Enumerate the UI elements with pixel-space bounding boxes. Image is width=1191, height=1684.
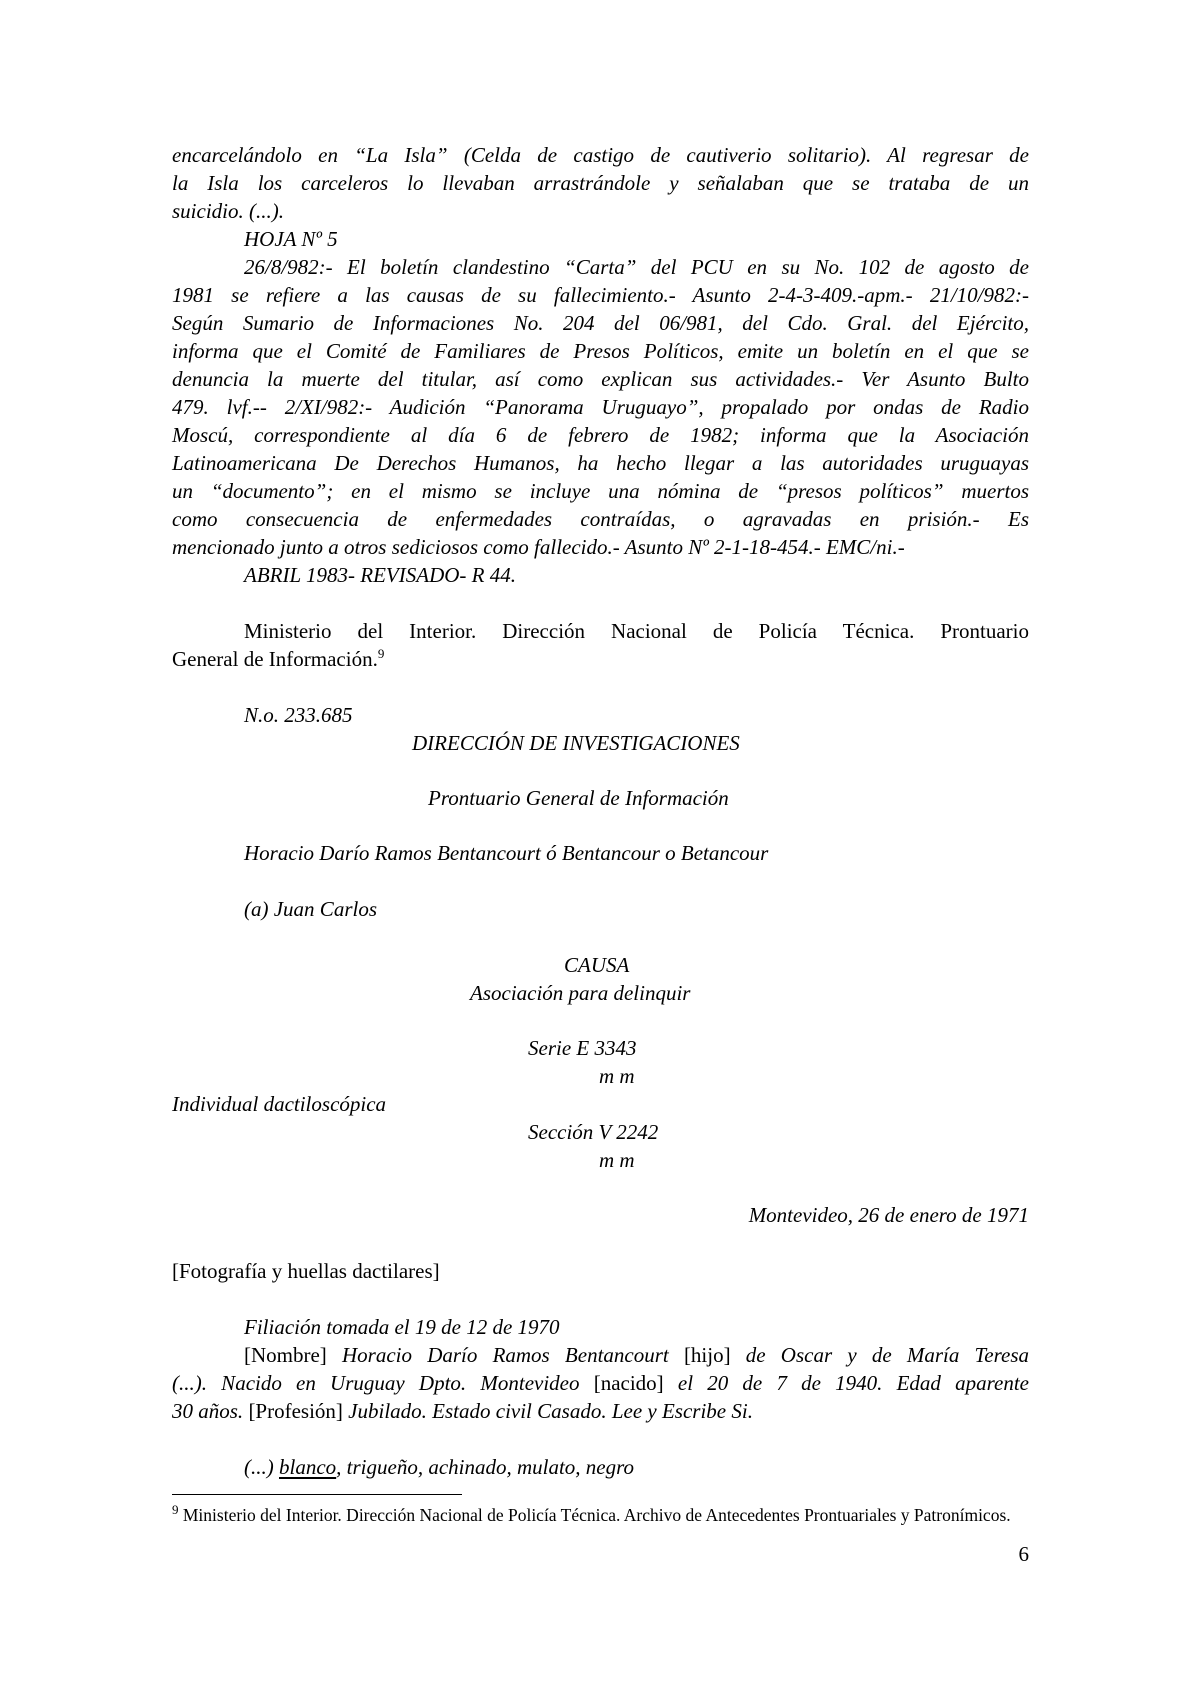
- body-line: un “documento”; en el mismo se incluye una nómina de “presos políticos” muertos: [172, 479, 1029, 503]
- page-number: 6: [1018, 1542, 1029, 1566]
- footnote-divider: [172, 1494, 462, 1495]
- body-line: Latinoamericana De Derechos Humanos, ha hecho llegar a las autoridades uruguayas: [172, 451, 1029, 475]
- direccion-heading: DIRECCIÓN DE INVESTIGACIONES: [412, 731, 740, 755]
- footnote-ref: 9: [377, 646, 385, 661]
- footnote-text: Ministerio del Interior. Dirección Nacional de Policía Técnica. Archivo de Antecedentes Prontuariales y Patronímicos.: [182, 1505, 1011, 1525]
- nombre-line: [Nombre] Horacio Darío Ramos Bentancourt [hijo] de Oscar y de María Teresa: [244, 1343, 1030, 1367]
- causa-detail: Asociación para delinquir: [470, 981, 691, 1005]
- individual-label: Individual dactiloscópica: [172, 1092, 387, 1116]
- place-date: Montevideo, 26 de enero de 1971: [748, 1203, 1029, 1227]
- body-line: como consecuencia de enfermedades contraídas, o agravadas en prisión.- Es: [172, 507, 1029, 531]
- body-line: denuncia la muerte del titular, así como explican sus actividades.- Ver Asunto Bulto: [172, 367, 1029, 391]
- body-line: Según Sumario de Informaciones No. 204 del 06/981, del Cdo. Gral. del Ejército,: [172, 311, 1029, 335]
- raza-selected: blanco: [279, 1455, 337, 1479]
- ministerio-line: Ministerio del Interior. Dirección Nacional de Policía Técnica. Prontuario: [244, 619, 1029, 643]
- body-line: la Isla los carceleros lo llevaban arrastrándole y señalaban que se trataba de un: [172, 171, 1029, 195]
- seccion-line: Sección V 2242: [528, 1120, 659, 1144]
- footnote: [172, 1504, 1029, 1527]
- body-line: informa que el Comité de Familiares de Presos Políticos, emite un boletín en el que se: [172, 339, 1029, 363]
- subject-alias: (a) Juan Carlos: [244, 897, 377, 921]
- body-line: mencionado junto a otros sediciosos como fallecido.- Asunto Nº 2-1-18-454.- EMC/ni.-: [172, 535, 905, 559]
- body-line: 26/8/982:- El boletín clandestino “Carta” del PCU en su No. 102 de agosto de: [244, 255, 1029, 279]
- prontuario-heading: Prontuario General de Información: [428, 786, 729, 810]
- record-number: N.o. 233.685: [244, 703, 353, 727]
- seccion-mm: m m: [599, 1148, 635, 1172]
- footnote-number: 9: [172, 1502, 179, 1518]
- subject-name: Horacio Darío Ramos Bentancourt ó Bentancour o Betancour: [244, 841, 769, 865]
- photo-note: [Fotografía y huellas dactilares]: [172, 1259, 440, 1283]
- profesion-line: 30 años. [Profesión] Jubilado. Estado civil Casado. Lee y Escribe Si.: [172, 1399, 753, 1423]
- hoja-heading: HOJA Nº 5: [244, 227, 338, 251]
- serie-mm: m m: [599, 1064, 635, 1088]
- raza-line: (...) blanco, trigueño, achinado, mulato, negro: [244, 1455, 635, 1479]
- causa-heading: CAUSA: [564, 953, 630, 977]
- filiacion-line: Filiación tomada el 19 de 12 de 1970: [244, 1315, 560, 1339]
- ministerio-line-2: General de Información.$^9$: [172, 646, 385, 671]
- nacido-line: (...). Nacido en Uruguay Dpto. Montevideo [nacido] el 20 de 7 de 1940. Edad aparente: [172, 1371, 1030, 1395]
- body-line: 479. lvf.-- 2/XI/982:- Audición “Panorama Uruguayo”, propalado por ondas de Radio: [172, 395, 1029, 419]
- body-line: suicidio. (...).: [172, 199, 284, 223]
- revisado-line: ABRIL 1983- REVISADO- R 44.: [244, 563, 516, 587]
- body-line: encarcelándolo en “La Isla” (Celda de castigo de cautiverio solitario). Al regresar de: [172, 143, 1029, 167]
- serie-line: Serie E 3343: [528, 1036, 637, 1060]
- body-line: Moscú, correspondiente al día 6 de febrero de 1982; informa que la Asociación: [172, 423, 1029, 447]
- body-line: 1981 se refiere a las causas de su fallecimiento.- Asunto 2-4-3-409.-apm.- 21/10/982:-: [172, 283, 1029, 307]
